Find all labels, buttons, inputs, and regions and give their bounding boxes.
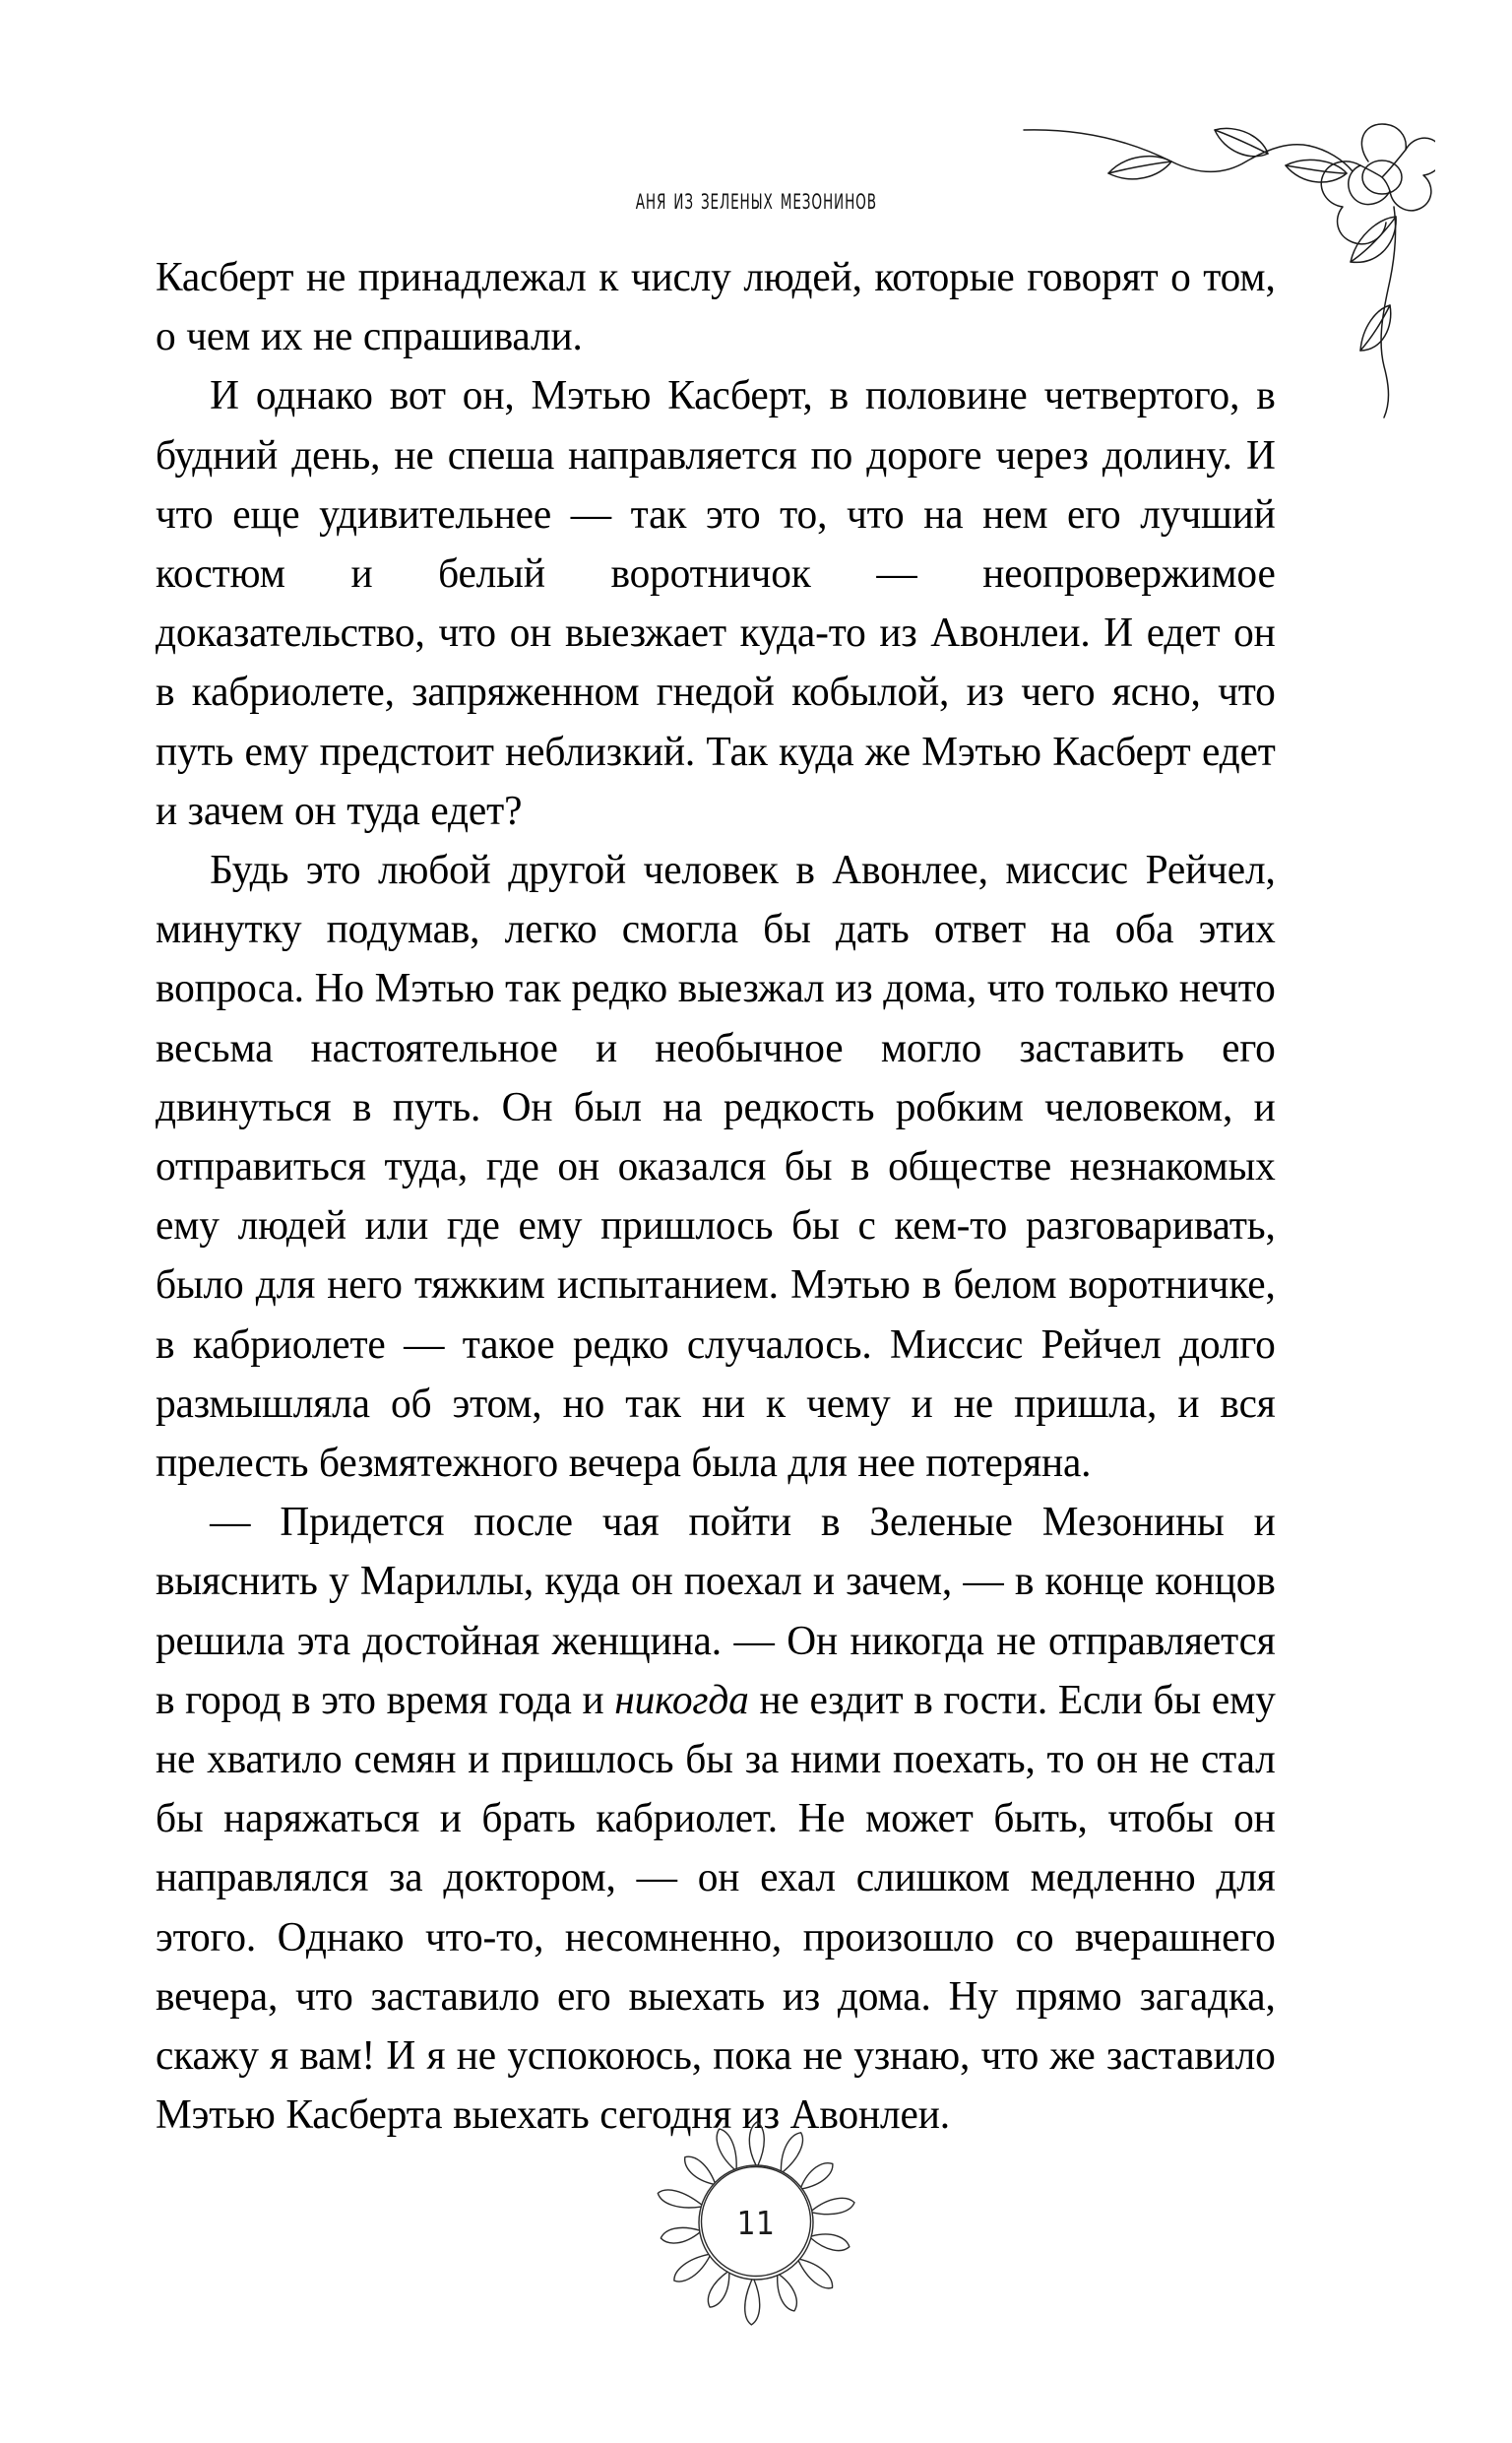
paragraph: Касберт не принадлежал к числу людей, которые говорят о том, о чем их не спрашивали. <box>156 255 1276 360</box>
running-head <box>0 182 1512 217</box>
paragraph: И однако вот он, Мэтью Касберт, в половине четвертого, в будний день, не спеша направляется по дороге через долину. И что еще удивительнее — так это то, что на нем его лучший костюм и белый воротничок — неопровержимое доказательство, что он выезжает куда-то из Авонлеи. И едет он в кабриолете, запряженном гнедой кобылой, из чего ясно, что путь ему предстоит неблизкий. Так куда же Мэтью Касберт едет и зачем он туда едет? <box>156 373 1276 834</box>
running-head-title: аня из зеленых мезонинов <box>635 182 877 217</box>
emphasis-text: никогда <box>614 1677 749 1723</box>
folio-ornament <box>633 2099 879 2346</box>
body-text-column <box>156 248 1292 2146</box>
page-number: 11 <box>736 2203 776 2242</box>
paragraph-dialogue: — Придется после чая пойти в Зеленые Мезонины и выяснить у Мариллы, куда он поехал и зачем, — в конце концов решила эта достойная женщина. — Он никогда не отправляется в город в это время года и никогда не ездит в гости. Если бы ему не хватило семян и пришлось бы за ними поехать, то он не стал бы наряжаться и брать кабриолет. Не может быть, чтобы он направлялся за доктором, — он ехал слишком медленно для этого. Однако что-то, несомненно, произошло со вчерашнего вечера, что заставило его выехать из дома. Ну прямо загадка, скажу я вам! И я не успокоюсь, пока не узнаю, что же заставило Мэтью Касберта выехать сегодня из Авонлеи. <box>156 1500 1276 2139</box>
paragraph: Будь это любой другой человек в Авонлее, миссис Рейчел, минутку подумав, легко смогла бы дать ответ на оба этих вопроса. Но Мэтью так редко выезжал из дома, что только нечто весьма настоятельное и необычное могло заставить его двинуться в путь. Он был на редкость робким человеком, и отправиться туда, где он оказался бы в обществе незнакомых ему людей или где ему пришлось бы с кем-то разговаривать, было для него тяжким испытанием. Мэтью в белом воротничке, в кабриолете — такое редко случалось. Миссис Рейчел долго размышляла об этом, но так ни к чему и не пришла, и вся прелесть безмятежного вечера была для нее потеряна. <box>156 848 1276 1487</box>
